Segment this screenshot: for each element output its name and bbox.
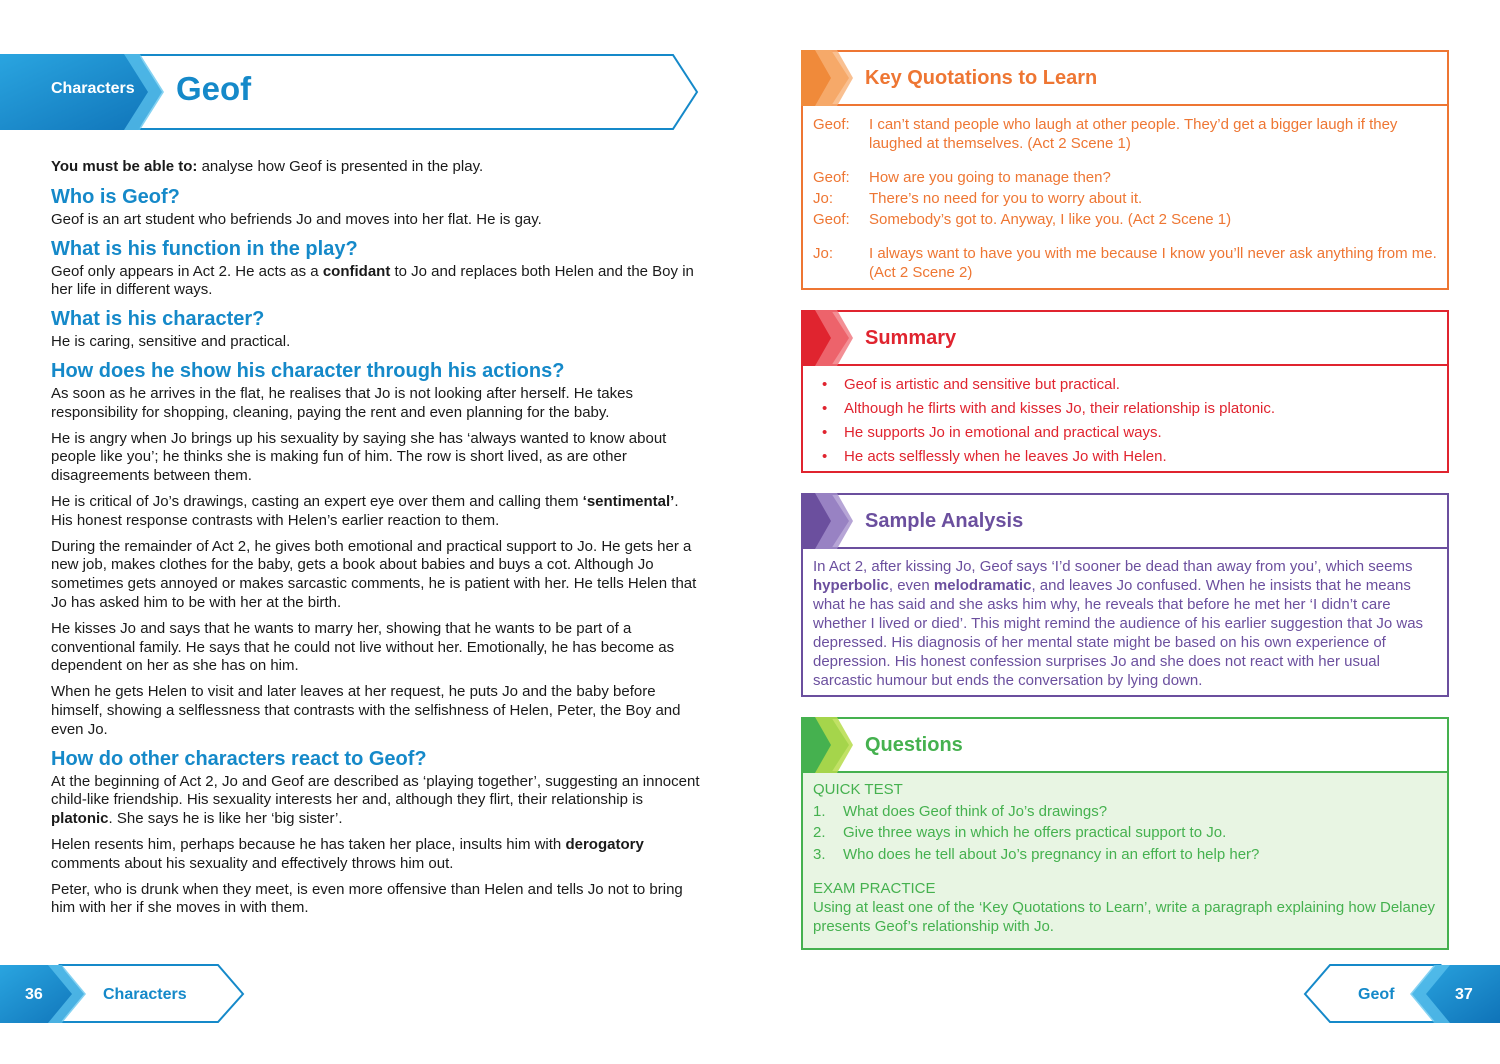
list-item: • Although he flirts with and kisses Jo, their relationship is platonic. [813, 399, 1437, 418]
summary-list [803, 366, 1447, 466]
heading-character: What is his character? [51, 308, 265, 331]
paragraph: Helen resents him, perhaps because he has taken her place, insults him with derogatory comments about his sexuality and effectively throws him out. [51, 835, 644, 872]
purple-chevron-icon [801, 493, 853, 549]
footer-section-label: Geof [1358, 986, 1395, 1003]
quote-row: Jo: There’s no need for you to worry about it. [813, 190, 1143, 207]
green-chevron-icon [801, 717, 853, 773]
exam-practice-label: EXAM PRACTICE [813, 879, 936, 897]
key-quotations-header [803, 52, 1447, 106]
red-chevron-icon [801, 310, 853, 366]
heading-actions: How does he show his character through his actions? [51, 359, 565, 382]
list-item: 3. Who does he tell about Jo’s pregnancy in an effort to help her? [813, 845, 1260, 863]
quote-row: Geof: Somebody’s got to. Anyway, I like you. (Act 2 Scene 1) [813, 211, 1232, 228]
heading-function: What is his function in the play? [51, 237, 358, 260]
quick-test-label: QUICK TEST [813, 781, 903, 798]
sample-analysis-header [803, 495, 1447, 549]
paragraph: He kisses Jo and says that he wants to marry her, showing that he wants to be part of a conventional family. He says that he could not live without her. Emotionally, he has become as dependent on her as she has on him. [51, 619, 675, 675]
quotations-list [803, 106, 1447, 282]
footer-right [1300, 964, 1500, 1024]
exam-practice-text: Using at least one of the ‘Key Quotations to Learn’, write a paragraph explaining how Delaney presents Geof’s relationship with Jo. [813, 898, 1436, 935]
key-quotations-box [801, 50, 1449, 290]
paragraph: Geof is an art student who befriends Jo and moves into her flat. He is gay. [51, 210, 542, 228]
summary-box [801, 310, 1449, 473]
paragraph: He is critical of Jo’s drawings, casting an expert eye over them and calling them ‘sentimental’. His honest response contrasts with Helen’s earlier reaction to them. [51, 492, 679, 529]
summary-header [803, 312, 1447, 366]
list-item: • He supports Jo in emotional and practical ways. [813, 423, 1437, 442]
main-text-column [51, 158, 703, 925]
paragraph: At the beginning of Act 2, Jo and Geof are described as ‘playing together’, suggesting an innocent child-like friendship. His sexuality interests her and, although they flirt, their relationship is platonic. She says he is like her ‘big sister’. [51, 772, 700, 828]
learning-objective: You must be able to: analyse how Geof is presented in the play. [51, 158, 484, 175]
sample-analysis-box [801, 493, 1449, 697]
heading-react: How do other characters react to Geof? [51, 747, 427, 770]
list-item: • He acts selflessly when he leaves Jo with Helen. [813, 447, 1437, 466]
page-number: 36 [25, 986, 43, 1003]
summary-title: Summary [865, 327, 957, 349]
quote-row: Jo: I always want to have you with me because I know you’ll never ask anything from me. (Act 2 Scene 2) [813, 245, 1437, 281]
paragraph: He is caring, sensitive and practical. [51, 333, 291, 351]
paragraph: Peter, who is drunk when they meet, is even more offensive than Helen and tells Jo not to bring him with her if she moves in with them. [51, 880, 683, 917]
list-item: 1. What does Geof think of Jo’s drawings? [813, 802, 1108, 820]
list-item: 2. Give three ways in which he offers practical support to Jo. [813, 824, 1227, 841]
paragraph: When he gets Helen to visit and later leaves at her request, he puts Jo and the baby before himself, showing a selflessness that contrasts with the selfishness of Helen, Peter, the Boy and even Jo. [51, 683, 681, 738]
paragraph: He is angry when Jo brings up his sexuality by saying she has ‘always wanted to know about people like you’; he thinks she is making fun of him. The row is short lived, as are other disagreements between them. [51, 429, 667, 485]
page-title: Geof [176, 70, 252, 107]
paragraph: During the remainder of Act 2, he gives both emotional and practical support to Jo. He gets her a new job, makes clothes for the baby, gets a book about babies and buys a cot. Although Jo sometimes gets annoyed or makes sarcastic comments, he is patient with her. He tells Helen that Jo has asked him to be with her at the birth. [51, 537, 697, 611]
list-item: • Geof is artistic and sensitive but practical. [813, 375, 1437, 394]
questions-body [803, 773, 1447, 936]
sample-analysis-text: In Act 2, after kissing Jo, Geof says ‘I’d sooner be dead than away from you’, which seems hyperbolic, even melodramatic, and leaves Jo confused. When he insists that he means what he has said and she asks him why, he reveals that before he met her ‘I didn’t care whether I lived or died’. This might remind the audience of his earlier suggestion that Jo was depressed. His diagnosis of her mental state might be based on his own experience of depression. His honest confession surprises Jo and she does not react with her usual sarcastic humour but ends the conversation by lying down. [813, 558, 1424, 689]
heading-who-is-geof: Who is Geof? [51, 185, 180, 208]
footer-section-label: Characters [103, 986, 187, 1003]
sample-analysis-title: Sample Analysis [865, 510, 1024, 532]
questions-box [801, 717, 1449, 950]
chapter-header-banner [0, 52, 702, 132]
orange-chevron-icon [801, 50, 853, 106]
paragraph: As soon as he arrives in the flat, he realises that Jo is not looking after herself. He takes responsibility for shopping, cleaning, paying the rent and even planning for the baby. [51, 384, 633, 421]
page-number: 37 [1455, 986, 1473, 1003]
key-quotations-title: Key Quotations to Learn [865, 67, 1098, 89]
questions-header [803, 719, 1447, 773]
questions-title: Questions [865, 734, 963, 756]
quick-test-list [813, 802, 1437, 864]
quote-row: Geof: I can’t stand people who laugh at other people. They’d get a bigger laugh if they laughed at themselves. (Act 2 Scene 1) [813, 116, 1398, 152]
section-tag: Characters [51, 80, 135, 97]
paragraph: Geof only appears in Act 2. He acts as a confidant to Jo and replaces both Helen and the Boy in her life in different ways. [51, 262, 694, 299]
footer-left [0, 964, 250, 1024]
quote-row: Geof: How are you going to manage then? [813, 169, 1111, 186]
